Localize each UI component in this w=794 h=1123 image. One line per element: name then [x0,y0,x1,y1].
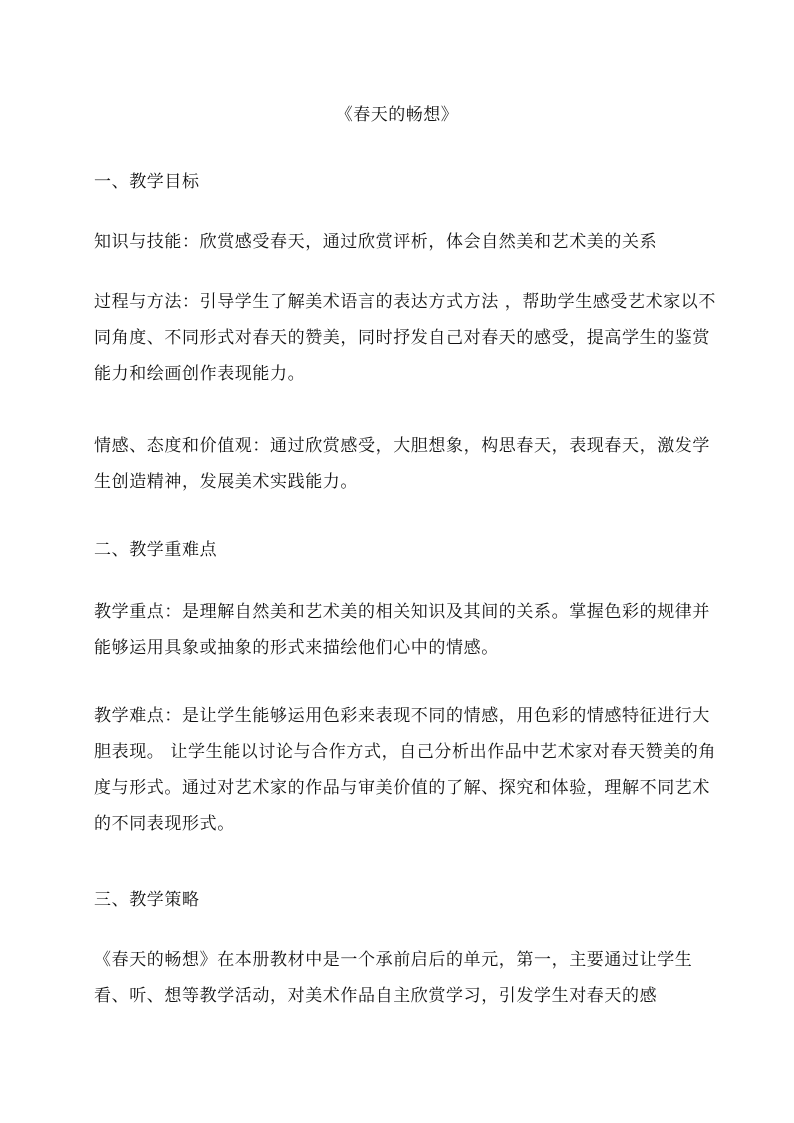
document-title: 《春天的畅想》 [335,105,459,125]
section-heading-key-difficulties: 二、教学重难点 [94,540,218,560]
section-heading-objectives: 一、教学目标 [94,172,200,192]
paragraph-difficulties: 教学难点：是让学生能够运用色彩来表现不同的情感，用色彩的情感特征进行大胆表现。 让学生能以讨论与合作方式，自己分析出作品中艺术家对春天赞美的角度与形式。通过对艺术家的作品与审美价值的了解、探究和体验，理解不同艺术的不同表现形式。 [94,706,717,834]
section-heading-strategy: 三、教学策略 [94,890,200,910]
paragraph-strategy: 《春天的畅想》在本册教材中是一个承前启后的单元，第一，主要通过让学生看、听、想等教学活动，对美术作品自主欣赏学习，引发学生对春天的感 [94,950,693,1006]
paragraph-process-methods: 过程与方法：引导学生了解美术语言的表达方式方法 ，帮助学生感受艺术家以不同角度、不同形式对春天的赞美，同时抒发自己对春天的感受，提高学生的鉴赏能力和绘画创作表现能力。 [94,292,717,384]
paragraph-knowledge-skills: 知识与技能：欣赏感受春天，通过欣赏评析，体会自然美和艺术美的关系 [94,232,658,252]
paragraph-emotion-values: 情感、态度和价值观：通过欣赏感受，大胆想象，构思春天，表现春天，激发学生创造精神，发展美术实践能力。 [94,436,710,492]
paragraph-key-points: 教学重点：是理解自然美和艺术美的相关知识及其间的关系。掌握色彩的规律并能够运用具象或抽象的形式来描绘他们心中的情感。 [94,602,710,658]
